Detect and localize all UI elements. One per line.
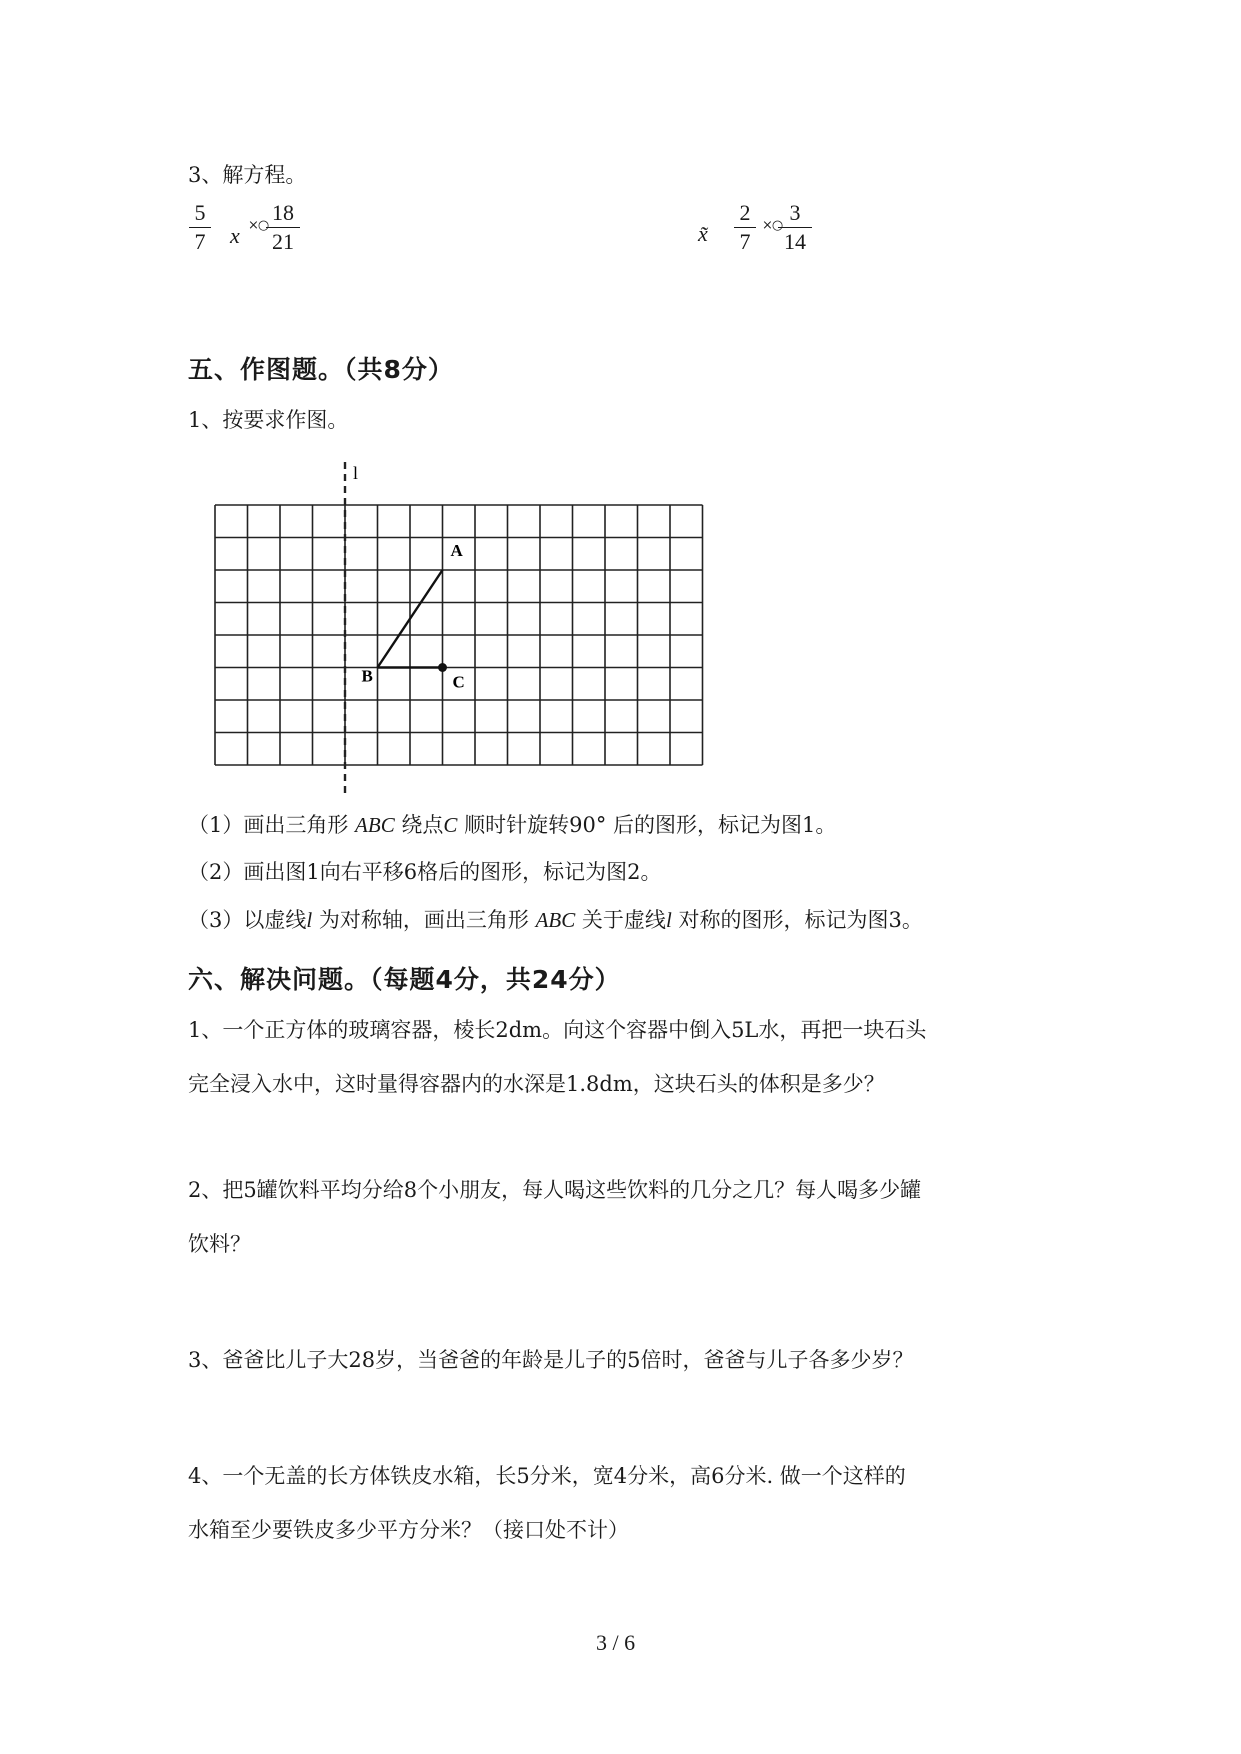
problem-2-line-1: 2、把5罐饮料平均分给8个小朋友，每人喝这些饮料的几分之几？每人喝多少罐 — [188, 1178, 922, 1202]
problem-3-line-1: 3、爸爸比儿子大28岁，当爸爸的年龄是儿子的5倍时，爸爸与儿子各多少岁？ — [188, 1348, 914, 1372]
fraction: 5 7 — [189, 200, 211, 255]
operator-symbol: ×○ — [248, 218, 269, 233]
question-title: 3、解方程。 — [188, 163, 307, 187]
point-label-c: C — [452, 672, 465, 692]
problem-1-line-2: 完全浸入水中，这时量得容器内的水深是1.8dm，这块石头的体积是多少？ — [188, 1072, 885, 1096]
question-title: 1、按要求作图。 — [188, 408, 349, 432]
problem-1-line-1: 1、一个正方体的玻璃容器，棱长2dm。向这个容器中倒入5L水，再把一块石头 — [188, 1018, 927, 1042]
instruction-3: （3）以虚线l 为对称轴，画出三角形 ABC 关于虚线l 对称的图形，标记为图3。 — [188, 908, 923, 932]
grid-figure — [180, 460, 710, 804]
fraction: 3 14 — [778, 200, 812, 255]
fraction: 18 21 — [266, 200, 300, 255]
section-heading: 六、解决问题。（每题4分，共24分） — [188, 965, 621, 994]
grid-diagram — [180, 460, 710, 800]
variable: x̃ — [698, 221, 708, 246]
variable: x — [230, 223, 240, 248]
axis-label: l — [353, 463, 359, 483]
section-heading: 五、作图题。（共8分） — [188, 355, 454, 384]
point-c-dot — [438, 663, 447, 672]
problem-2-line-2: 饮料？ — [188, 1232, 251, 1256]
problem-4-line-2: 水箱至少要铁皮多少平方分米？（接口处不计） — [188, 1518, 629, 1542]
operator-symbol: ×○ — [762, 218, 783, 233]
instruction-2: （2）画出图1向右平移6格后的图形，标记为图2。 — [188, 860, 662, 884]
instruction-1: （1）画出三角形 ABC 绕点C 顺时针旋转90° 后的图形，标记为图1。 — [188, 813, 837, 837]
fraction: 2 7 — [734, 200, 756, 255]
point-label-a: A — [450, 541, 463, 560]
page-number: 3 / 6 — [596, 1630, 636, 1655]
problem-4-line-1: 4、一个无盖的长方体铁皮水箱，长5分米，宽4分米，高6分米. 做一个这样的 — [188, 1464, 906, 1488]
point-label-b: B — [361, 666, 373, 686]
